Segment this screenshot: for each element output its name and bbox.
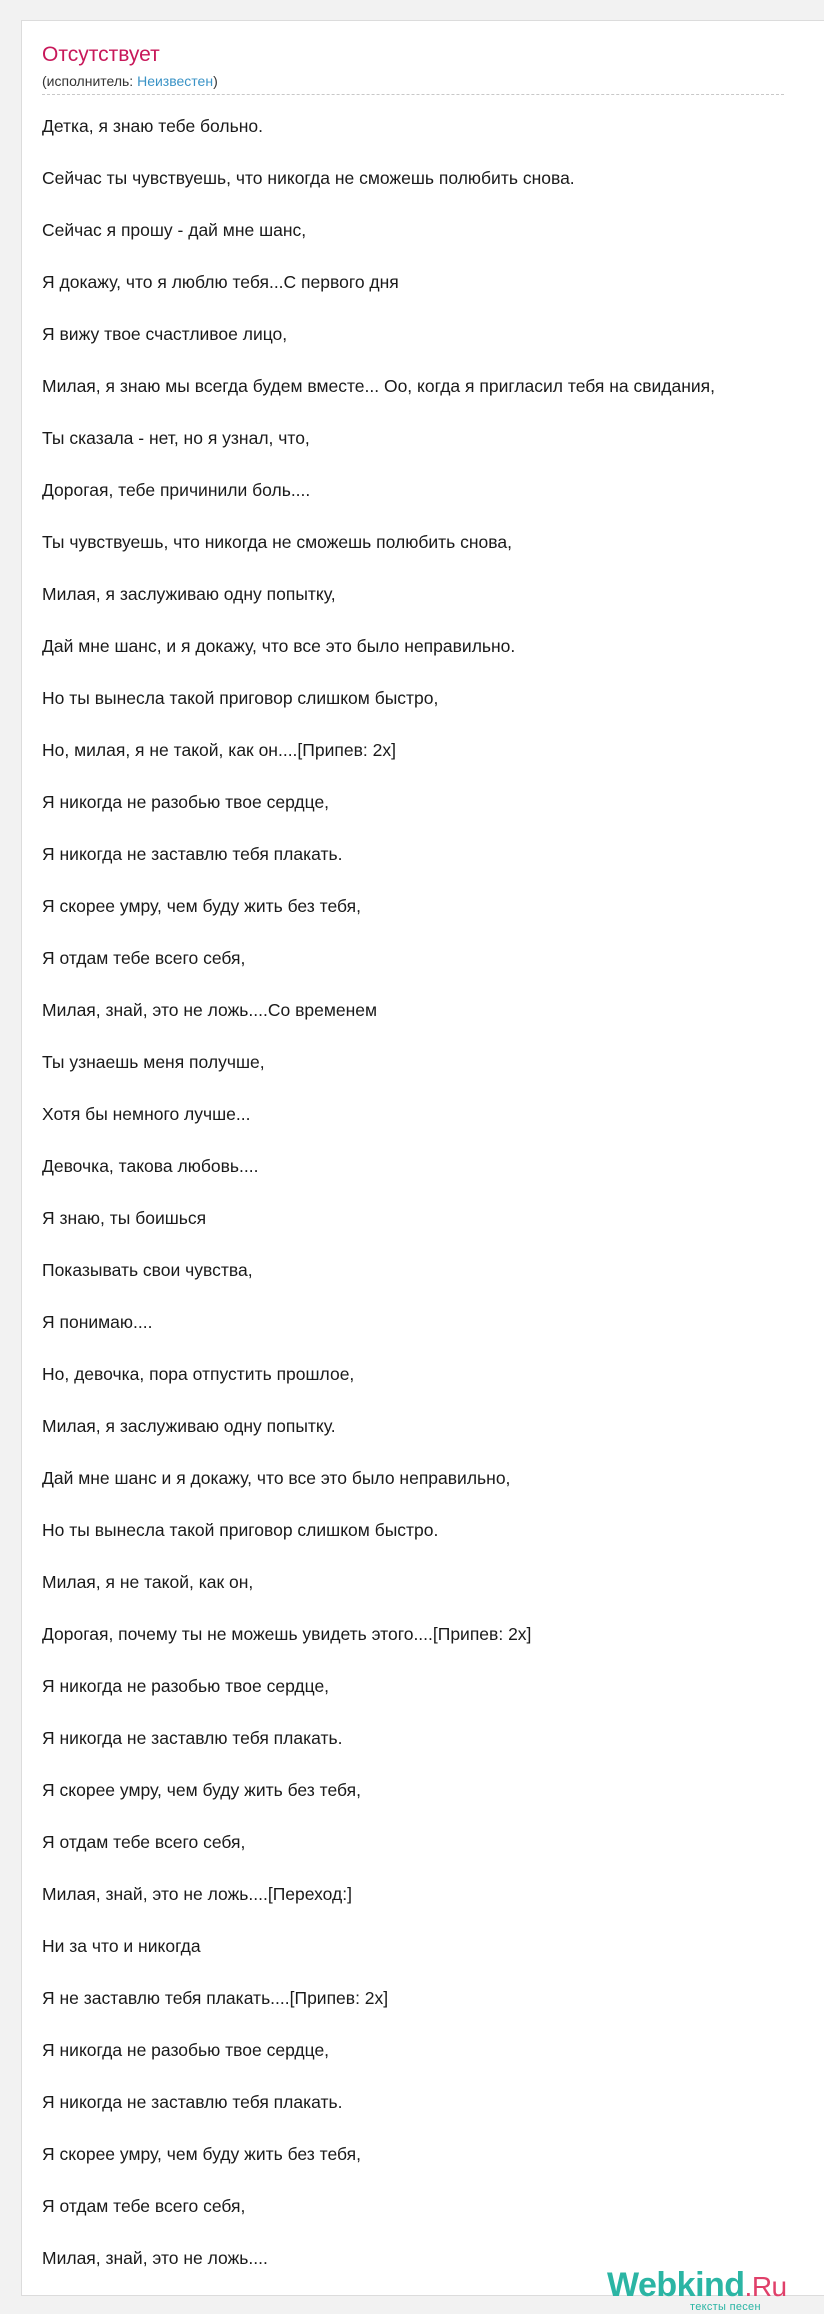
song-title: Отсутствует xyxy=(42,43,160,66)
lyric-line: Я отдам тебе всего себя, xyxy=(42,2196,246,2216)
lyric-line: Ты чувствуешь, что никогда не сможешь полюбить снова, xyxy=(42,532,512,552)
lyric-line: Дай мне шанс, и я докажу, что все это было неправильно. xyxy=(42,636,516,656)
lyric-line: Милая, я заслуживаю одну попытку, xyxy=(42,584,336,604)
lyric-line: Дай мне шанс и я докажу, что все это было неправильно, xyxy=(42,1468,511,1488)
lyric-line: Детка, я знаю тебе больно. xyxy=(42,116,263,136)
lyric-line: Показывать свои чувства, xyxy=(42,1260,253,1280)
lyric-line: Я скорее умру, чем буду жить без тебя, xyxy=(42,1780,361,1800)
lyric-line: Я вижу твое счастливое лицо, xyxy=(42,324,288,344)
lyric-line: Милая, я не такой, как он, xyxy=(42,1572,254,1592)
lyric-line: Милая, знай, это не ложь....[Переход:] xyxy=(42,1884,352,1904)
lyric-line: Но ты вынесла такой приговор слишком быстро. xyxy=(42,1520,439,1540)
lyric-line: Милая, знай, это не ложь....Со временем xyxy=(42,1000,378,1020)
artist-line xyxy=(42,73,218,89)
logo-wordmark xyxy=(607,2267,787,2305)
lyric-line: Милая, я заслуживаю одну попытку. xyxy=(42,1416,336,1436)
lyric-line: Дорогая, тебе причинили боль.... xyxy=(42,480,311,500)
lyric-line: Хотя бы немного лучше... xyxy=(42,1104,251,1124)
lyrics-page xyxy=(21,20,824,2313)
lyric-line: Я никогда не разобью твое сердце, xyxy=(42,1676,330,1696)
lyric-line: Я никогда не заставлю тебя плакать. xyxy=(42,844,343,864)
logo-name: Webkind xyxy=(607,2266,745,2304)
artist-link[interactable]: Неизвестен xyxy=(137,73,214,89)
lyric-line: Сейчас я прошу - дай мне шанс, xyxy=(42,220,307,240)
lyric-line: Ты узнаешь меня получше, xyxy=(42,1052,265,1072)
lyric-line: Я докажу, что я люблю тебя...С первого дня xyxy=(42,272,399,292)
lyric-line: Девочка, такова любовь.... xyxy=(42,1156,259,1176)
header-divider xyxy=(42,94,784,95)
site-logo[interactable] xyxy=(607,2267,807,2313)
logo-domain: .Ru xyxy=(744,2271,787,2302)
lyric-line: Я знаю, ты боишься xyxy=(42,1208,207,1228)
lyric-line: Милая, я знаю мы всегда будем вместе... Оо, когда я пригласил тебя на свидания, xyxy=(42,376,716,396)
lyric-line: Я скорее умру, чем буду жить без тебя, xyxy=(42,2144,361,2164)
lyric-line: Дорогая, почему ты не можешь увидеть этого....[Припев: 2x] xyxy=(42,1624,532,1644)
logo-tagline: тексты песен xyxy=(690,2301,761,2313)
lyric-line: Но, девочка, пора отпустить прошлое, xyxy=(42,1364,355,1384)
lyric-line: Я никогда не разобью твое сердце, xyxy=(42,792,330,812)
lyric-line: Ни за что и никогда xyxy=(42,1936,201,1956)
lyric-line: Я никогда не заставлю тебя плакать. xyxy=(42,2092,343,2112)
lyrics-text xyxy=(42,115,715,2299)
lyric-line: Я отдам тебе всего себя, xyxy=(42,948,246,968)
lyric-line: Милая, знай, это не ложь.... xyxy=(42,2248,268,2268)
lyric-line: Я отдам тебе всего себя, xyxy=(42,1832,246,1852)
lyric-line: Я не заставлю тебя плакать....[Припев: 2x] xyxy=(42,1988,389,2008)
lyric-line: Я никогда не разобью твое сердце, xyxy=(42,2040,330,2060)
lyric-line: Я понимаю.... xyxy=(42,1312,153,1332)
artist-suffix: ) xyxy=(213,73,218,89)
lyric-line: Но ты вынесла такой приговор слишком быстро, xyxy=(42,688,439,708)
lyric-line: Но, милая, я не такой, как он....[Припев: 2x] xyxy=(42,740,396,760)
lyric-line: Ты сказала - нет, но я узнал, что, xyxy=(42,428,310,448)
lyric-line: Я никогда не заставлю тебя плакать. xyxy=(42,1728,343,1748)
lyric-line: Сейчас ты чувствуешь, что никогда не сможешь полюбить снова. xyxy=(42,168,575,188)
artist-prefix: (исполнитель: xyxy=(42,73,138,89)
lyric-line: Я скорее умру, чем буду жить без тебя, xyxy=(42,896,361,916)
